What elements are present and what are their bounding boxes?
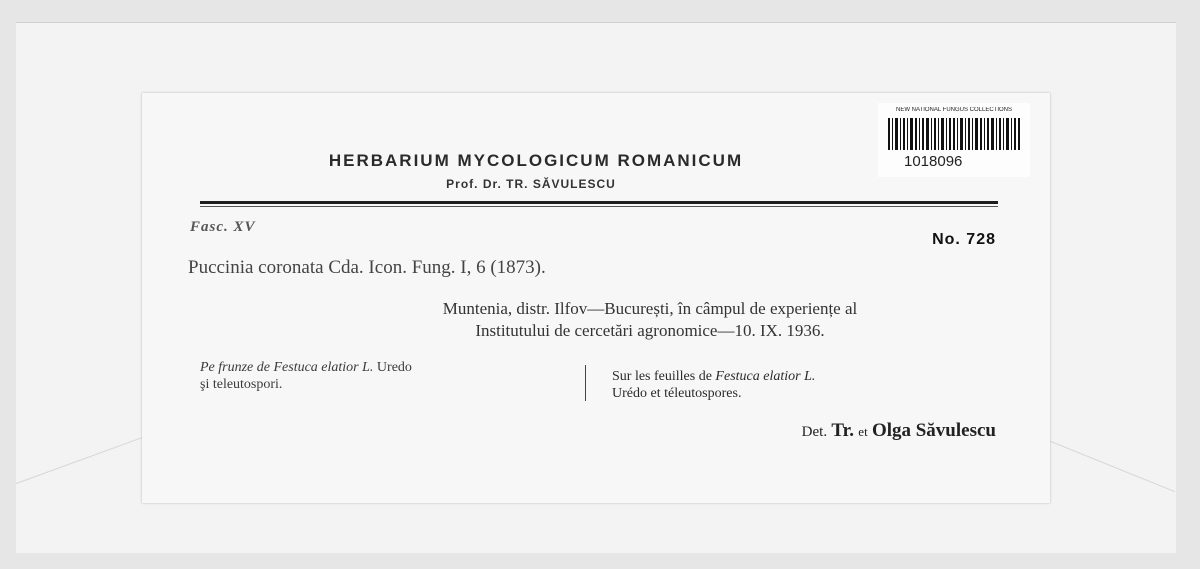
det-et: et <box>858 424 868 439</box>
host-fr-line-2: Urédo et téleutospores. <box>612 386 742 401</box>
envelope-flap-line <box>16 435 148 484</box>
herbarium-subtitle: Prof. Dr. TR. SĂVULESCU <box>446 177 616 191</box>
host-romanian <box>200 359 560 393</box>
species-name: Puccinia coronata Cda. Icon. Fung. I, 6 (1873). <box>188 257 546 278</box>
herbarium-label <box>142 93 1050 503</box>
host-ro-stage: Uredo <box>376 360 412 375</box>
herbarium-title: HERBARIUM MYCOLOGICUM ROMANICUM <box>328 151 744 170</box>
fascicle-label: Fasc. XV <box>190 219 256 235</box>
det-label: Det. <box>801 424 828 440</box>
locality-text <box>302 298 998 342</box>
locality-line-2: Institutului de cercetări agronomice—10. IX. 1936. <box>475 321 825 340</box>
host-ro-line-2: şi teleutospori. <box>200 377 283 392</box>
column-divider <box>585 365 586 401</box>
divider-rule <box>200 201 998 204</box>
barcode-caption: NEW NATIONAL FUNGUS COLLECTIONS <box>895 107 1012 113</box>
divider-rule-thin <box>200 206 998 207</box>
host-fr-species: Festuca elatior L. <box>715 369 816 384</box>
barcode-number: 1018096 <box>904 153 963 170</box>
specimen-number: No. 728 <box>932 231 996 248</box>
det-tr: Tr. <box>831 420 855 441</box>
barcode-icon <box>888 118 1020 150</box>
envelope-flap-line <box>1036 435 1175 492</box>
host-ro-species: Festuca elatior L. <box>273 360 374 375</box>
det-name: Olga Săvulescu <box>871 420 996 441</box>
host-fr-prefix: Sur les feuilles de <box>612 369 712 384</box>
locality-line-1: Muntenia, distr. Ilfov—București, în câmpul de experiențe al <box>442 299 858 318</box>
host-french <box>612 368 1002 402</box>
host-ro-prefix: Pe frunze de <box>200 360 270 375</box>
determiner <box>802 420 996 442</box>
